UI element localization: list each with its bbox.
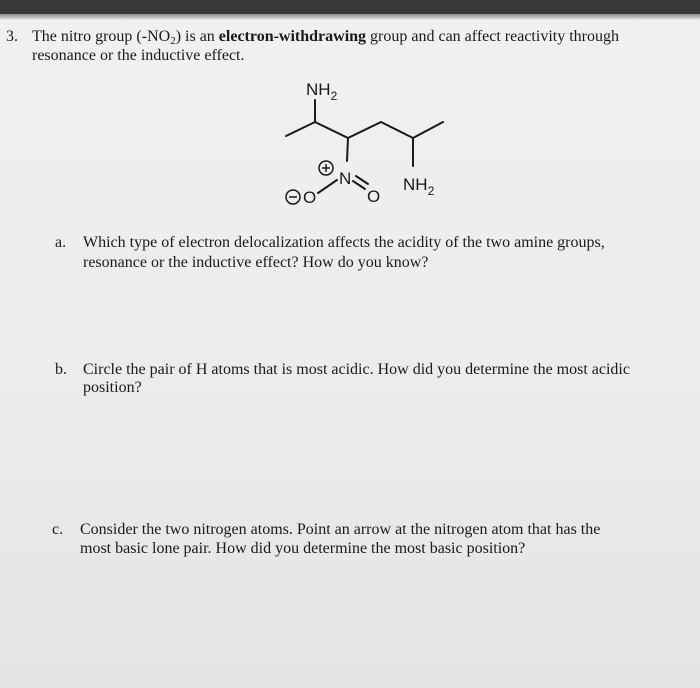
right-amine-label: $NH_2$ (403, 175, 435, 198)
part-a-line2: resonance or the inductive effect? How do you know? (83, 254, 429, 271)
nitro-oxygen-double: O (367, 187, 381, 206)
bond-left-methyl (286, 122, 315, 136)
bond-n-o-double-b (353, 181, 365, 189)
part-a-line1: Which type of electron delocalization affects the acidity of the two amine groups, (83, 234, 605, 251)
positive-charge-icon (319, 161, 333, 175)
bond-c3-c4 (381, 122, 413, 138)
bond-right-methyl (413, 122, 443, 138)
question-intro-line1: The nitro group (-NO2) is an electron-withdrawing group and can affect reactivity through (32, 28, 619, 47)
part-b-label: b. (55, 361, 67, 378)
part-a-label: a. (55, 234, 67, 251)
part-b-line1: Circle the pair of H atoms that is most acidic. How did you determine the most acidic (83, 361, 630, 378)
bond-c1-c2 (315, 122, 348, 138)
nitro-nitrogen: N (339, 169, 352, 188)
bond-c2-c3 (348, 122, 381, 138)
nitro-oxygen-single: O (303, 188, 317, 207)
top-amine-label: $NH_2$ (306, 80, 338, 103)
part-c-label: c. (52, 521, 64, 538)
question-number: 3. (6, 28, 18, 45)
part-c-line2: most basic lone pair. How did you determine the most basic position? (80, 540, 526, 557)
bond-c2-nitro (347, 138, 348, 161)
part-c-line1: Consider the two nitrogen atoms. Point an arrow at the nitrogen atom that has the (80, 521, 601, 538)
emphasis-electron-withdrawing: electron-withdrawing (218, 28, 367, 45)
question-intro-line2: resonance or the inductive effect. (32, 47, 245, 64)
bond-n-o-single (318, 180, 337, 193)
bond-n-o-double-a (356, 176, 368, 184)
negative-charge-icon (286, 190, 300, 204)
part-b-line2: position? (83, 379, 142, 396)
